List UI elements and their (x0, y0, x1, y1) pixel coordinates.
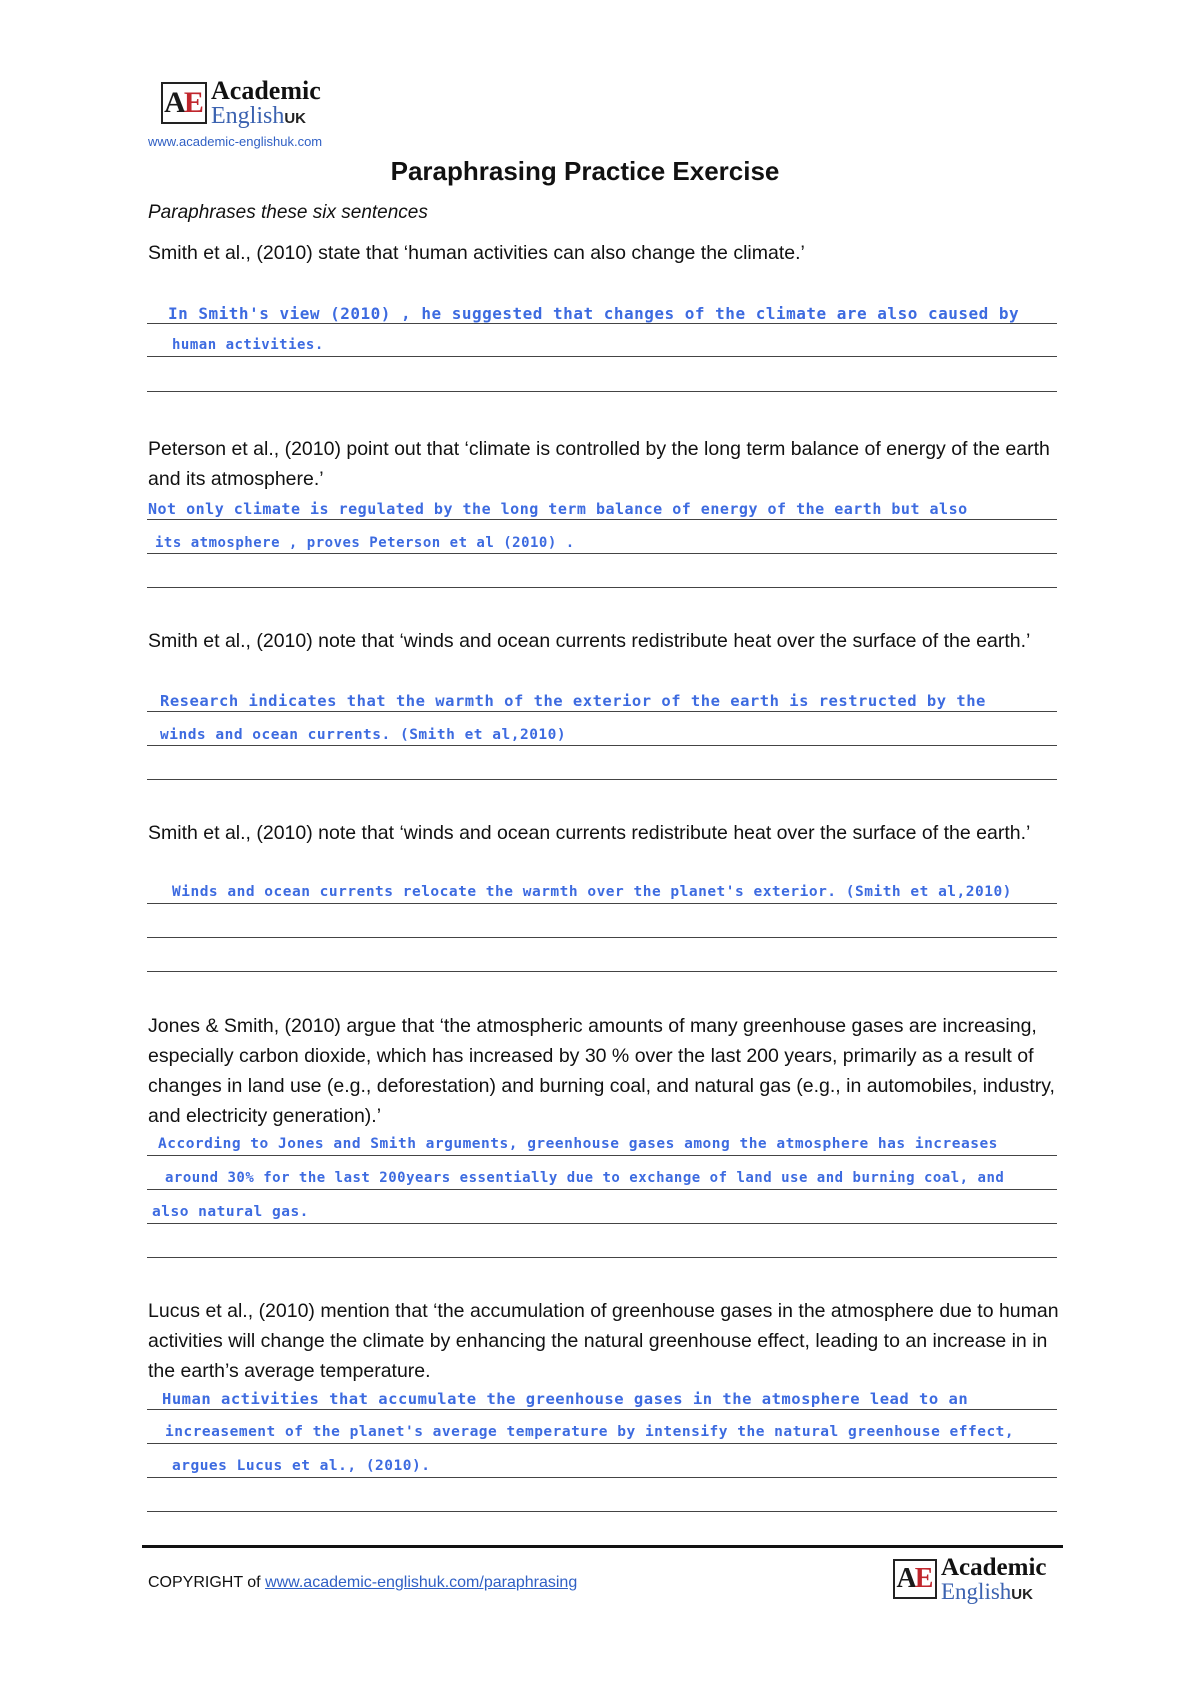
exercise-6-answer-line-3: argues Lucus et al., (2010). (172, 1458, 431, 1474)
exercise-6-question: Lucus et al., (2010) mention that ‘the accumulation of greenhouse gases in the atmosphere due to human activities will change the climate by enhancing the natural greenhouse effect, leading to an increase in in the earth’s average temperature. (148, 1300, 1059, 1382)
answer-rule (147, 971, 1057, 972)
exercise-4-question: Smith et al., (2010) note that ‘winds and ocean currents redistribute heat over the surface of the earth.’ (148, 822, 1031, 844)
logo-line2: English (211, 103, 285, 129)
answer-rule (147, 1223, 1057, 1224)
logo-mark: A E (161, 82, 207, 124)
academic-english-logo (161, 78, 321, 128)
page-title: Paraphrasing Practice Exercise (390, 156, 780, 186)
exercise-4-answer-line-1: Winds and ocean currents relocate the warmth over the planet's exterior. (Smith et al,2010) (172, 884, 1012, 900)
logo-line1: Academic (941, 1554, 1047, 1581)
exercise-2-answer-line-1: Not only climate is regulated by the long term balance of energy of the earth but also (148, 500, 968, 518)
answer-rule (147, 391, 1057, 392)
exercise-1-question: Smith et al., (2010) state that ‘human activities can also change the climate.’ (148, 242, 805, 264)
answer-rule (147, 903, 1057, 904)
answer-rule (147, 745, 1057, 746)
page-subtitle: Paraphrases these six sentences (148, 202, 428, 223)
answer-rule (147, 553, 1057, 554)
exercise-2-answer-line-2: its atmosphere , proves Peterson et al (2010) . (155, 535, 575, 551)
exercise-6-answer-line-2: increasement of the planet's average temperature by intensify the natural greenhouse effect, (165, 1424, 1015, 1440)
exercise-6-answer-line-1: Human activities that accumulate the greenhouse gases in the atmosphere lead to an (162, 1390, 969, 1408)
exercise-5-answer-line-2: around 30% for the last 200years essentially due to exchange of land use and burning coal, and (165, 1170, 1005, 1186)
answer-rule (147, 323, 1057, 324)
copyright-prefix: COPYRIGHT of (148, 1574, 266, 1591)
exercise-5-question: Jones & Smith, (2010) argue that ‘the atmospheric amounts of many greenhouse gases are increasing, especially carbon dioxide, which has increased by 30 % over the last 200 years, primarily as a result of changes in land use (e.g., deforestation) and burning coal, and natural gas (e.g., in automobiles, industry, and electricity generation).’ (148, 1015, 1055, 1127)
exercise-5-answer-line-3: also natural gas. (152, 1204, 309, 1220)
exercise-3-answer-line-1: Research indicates that the warmth of the exterior of the earth is restructed by the (160, 692, 986, 710)
answer-rule (147, 356, 1057, 357)
answer-rule (147, 1409, 1057, 1410)
logo-mark: A E (893, 1559, 937, 1599)
exercise-3-question: Smith et al., (2010) note that ‘winds and ocean currents redistribute heat over the surface of the earth.’ (148, 630, 1031, 652)
logo-uk: UK (284, 110, 307, 127)
exercise-5-answer-line-1: According to Jones and Smith arguments, greenhouse gases among the atmosphere has increases (158, 1136, 998, 1152)
exercise-1-answer-line-1: In Smith's view (2010) , he suggested that changes of the climate are also caused by (168, 304, 1020, 323)
exercise-1-answer-line-2: human activities. (172, 337, 324, 353)
copyright-link[interactable]: www.academic-englishuk.com/paraphrasing (265, 1574, 578, 1591)
answer-rule (147, 1477, 1057, 1478)
answer-rule (147, 519, 1057, 520)
answer-rule (147, 1257, 1057, 1258)
logo-line2: English (941, 1579, 1012, 1604)
answer-rule (147, 1189, 1057, 1190)
answer-rule (147, 937, 1057, 938)
answer-rule (147, 711, 1057, 712)
answer-rule (147, 1155, 1057, 1156)
exercise-2-question: Peterson et al., (2010) point out that ‘climate is controlled by the long term balance of energy of the earth and its atmosphere.’ (148, 438, 1050, 490)
site-url-link[interactable]: www.academic-englishuk.com (148, 134, 323, 149)
exercise-3-answer-line-2: winds and ocean currents. (Smith et al,2010) (160, 727, 567, 743)
academic-english-logo-footer (893, 1555, 1047, 1603)
logo-uk: UK (1011, 1586, 1033, 1603)
logo-line1: Academic (211, 76, 321, 105)
answer-rule (147, 779, 1057, 780)
footer-divider (142, 1545, 1063, 1548)
answer-rule (147, 1511, 1057, 1512)
copyright-notice (148, 1574, 577, 1592)
answer-rule (147, 587, 1057, 588)
answer-rule (147, 1443, 1057, 1444)
